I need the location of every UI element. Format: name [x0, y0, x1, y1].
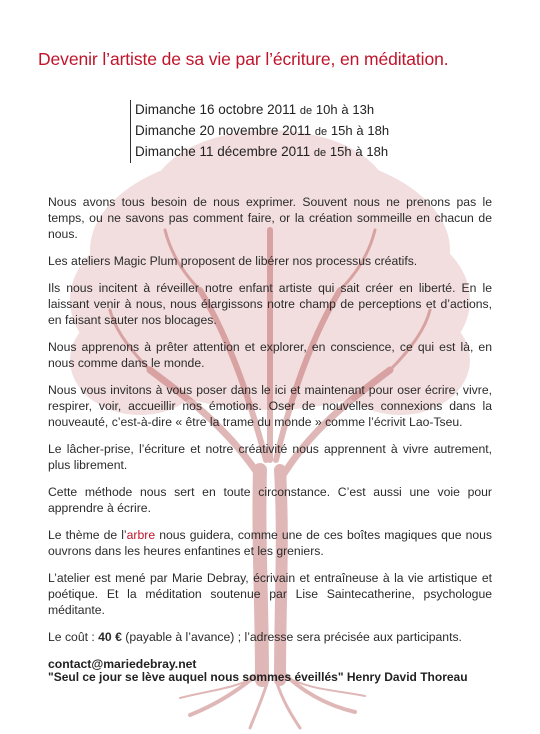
description-body — [48, 194, 492, 683]
quote-author: Henry David Thoreau — [346, 670, 468, 684]
cost-details: (payable à l’avance) ; l’adresse sera précisée aux participants. — [121, 630, 462, 644]
paragraph-methode: Cette méthode nous sert en toute circonstance. C’est aussi une voie pour apprendre à écrire. — [48, 485, 492, 515]
date-row — [135, 100, 389, 121]
paragraph-intro: Nous avons tous besoin de nous exprimer. Souvent nous ne prenons pas le temps, ou ne savons pas comment faire, or la création sommeille en chacun de nous. — [48, 195, 492, 241]
date-de: de — [314, 126, 328, 138]
contact-email-link[interactable]: contact@mariedebray.net — [48, 657, 197, 671]
paragraph-invitation: Nous vous invitons à vous poser dans le ici et maintenant pour oser écrire, vivre, respirer, voir, accueillir nos émotions. Oser de nouvelles connexions dans la nouveauté, c’est-à-dire « être la trame du monde » comme l’écrivit Lao-Tseu. — [48, 383, 492, 429]
paragraph-animateurs: L’atelier est mené par Marie Debray, écrivain et entraîneuse à la vie artistique et poétique. Et la méditation soutenue par Lise Saintecatherine, psychologue méditante. — [48, 571, 492, 617]
dates-list — [130, 100, 389, 163]
paragraph-ateliers: Les ateliers Magic Plum proposent de libérer nos processus créatifs. — [48, 254, 418, 268]
cost-label: Le coût : — [48, 630, 99, 644]
date-a: à — [355, 144, 363, 159]
cost-price: 40 € — [98, 630, 122, 644]
date-a: à — [356, 123, 364, 138]
date-day: Dimanche 11 décembre 2011 — [135, 144, 311, 159]
date-day: Dimanche 20 novembre 2011 — [135, 123, 312, 138]
date-row — [135, 142, 389, 163]
date-from: 15h — [330, 123, 353, 138]
date-row — [135, 121, 389, 142]
date-to: 18h — [367, 123, 390, 138]
paragraph-lacher-prise: Le lâcher-prise, l’écriture et notre créativité nous apprennent à vivre autrement, plus librement. — [48, 442, 492, 472]
paragraph-cout — [48, 629, 492, 645]
date-from: 10h — [315, 102, 338, 117]
page-title: Devenir l’artiste de sa vie par l’écriture, en méditation. — [38, 49, 449, 69]
theme-text-after: nous guidera, comme une de ces boîtes magiques que nous ouvrons dans les heures enfantines et les greniers. — [48, 528, 493, 558]
theme-text-before: Le thème de l’ — [48, 528, 127, 542]
date-de: de — [313, 147, 327, 159]
date-to: 18h — [366, 144, 389, 159]
date-from: 15h — [329, 144, 352, 159]
date-de: de — [299, 105, 313, 117]
closing-quote — [48, 670, 468, 684]
paragraph-attention: Nous apprenons à prêter attention et explorer, en conscience, ce qui est là, en nous comme dans le monde. — [48, 340, 492, 370]
paragraph-enfant-artiste: Ils nous incitent à réveiller notre enfant artiste qui sait créer en liberté. En le laissant venir à nous, nous élargissons notre champ de perceptions et d’actions, en faisant sauter nos blocages. — [48, 281, 492, 327]
theme-highlight-arbre: arbre — [126, 528, 156, 542]
paragraph-theme — [48, 527, 492, 559]
date-a: à — [341, 102, 349, 117]
date-day: Dimanche 16 octobre 2011 — [135, 102, 297, 117]
date-to: 13h — [352, 102, 375, 117]
quote-text: "Seul ce jour se lève auquel nous sommes éveillés" — [48, 670, 344, 684]
